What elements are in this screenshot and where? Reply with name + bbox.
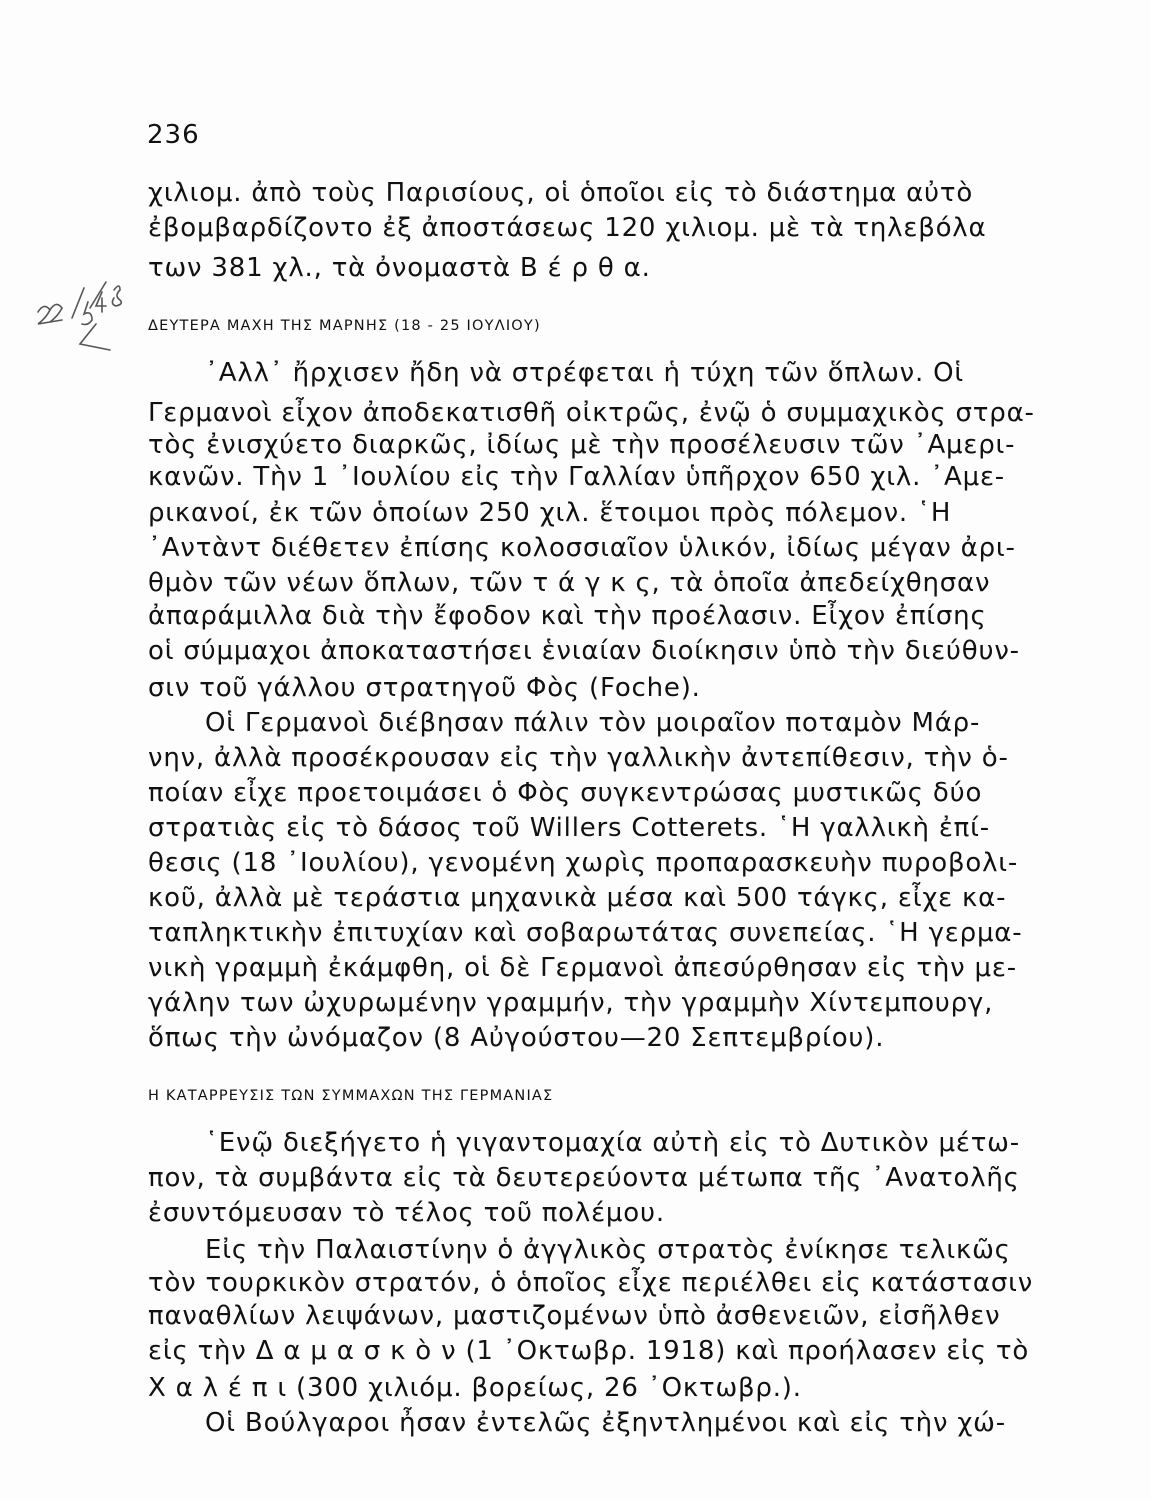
text-line: των 381 χλ., τὰ ὀνομαστὰ Β έ ρ θ α. [148,253,651,283]
text-line: στρατιὰς εἰς τὸ δάσος τοῦ Willers Cotterets. ῾Η γαλλικὴ ἐπί- [148,813,990,843]
text-line: κοῦ, ἀλλὰ μὲ τεράστια μηχανικὰ μέσα καὶ 500 τάγκς, εἶχε κα- [148,883,1007,913]
text-line: τὸς ἐνισχύετο διαρκῶς, ἰδίως μὲ τὴν προσέλευσιν τῶν ᾿Αμερι- [148,430,1016,460]
text-line: Γερμανοὶ εἶχον ἀποδεκατισθῆ οἰκτρῶς, ἐνῷ ὁ συμμαχικὸς στρα- [148,398,1035,428]
text-line: Χ α λ έ π ι (300 χιλιόμ. βορείως, 26 ᾿Οκτωβρ.). [148,1373,802,1403]
text-line: γάλην των ὠχυρωμένην γραμμήν, τὴν γραμμὴν Χίντεμπουργ, [148,988,994,1018]
text-line: ᾿Αλλ᾿ ἤρχισεν ἤδη νὰ στρέφεται ἡ τύχη τῶν ὅπλων. Οἱ [205,358,964,388]
section-heading-collapse: Η ΚΑΤΑΡΡΕΥΣΙΣ ΤΩΝ ΣΥΜΜΑΧΩΝ ΤΗΣ ΓΕΡΜΑΝΙΑΣ [148,1088,554,1104]
text-line: Εἰς τὴν Παλαιστίνην ὁ ἀγγλικὸς στρατὸς ἐνίκησε τελικῶς [205,1235,1011,1265]
text-line: Οἱ Γερμανοὶ διέβησαν πάλιν τὸν μοιραῖον ποταμὸν Μάρ- [205,708,981,738]
text-line: νην, ἀλλὰ προσέκρουσαν εἰς τὴν γαλλικὴν ἀντεπίθεσιν, τὴν ὁ- [148,743,1009,773]
text-line: ἐβομβαρδίζοντο ἐξ ἀποστάσεως 120 χιλιομ. μὲ τὰ τηλεβόλα [148,213,987,243]
page-number: 236 [147,120,200,150]
text-line: ταπληκτικὴν ἐπιτυχίαν καὶ σοβαρωτάτας συνεπείας. ῾Η γερμα- [148,918,1023,948]
text-line: ὅπως τὴν ὠνόμαζον (8 Αὐγούστου—20 Σεπτεμβρίου). [148,1023,885,1053]
text-line: σιν τοῦ γάλλου στρατηγοῦ Φὸς (Foche). [148,673,701,703]
text-line: εἰς τὴν Δ α μ α σ κ ὸ ν (1 ᾿Οκτωβρ. 1918) καὶ προήλασεν εἰς τὸ [148,1336,1030,1366]
section-heading-marne: ΔΕΥΤΕΡΑ ΜΑΧΗ ΤΗΣ ΜΑΡΝΗΣ (18 - 25 ΙΟΥΛΙΟΥ) [148,318,541,334]
text-line: ᾿Αντὰντ διέθετεν ἐπίσης κολοσσιαῖον ὑλικόν, ἰδίως μέγαν ἀρι- [148,533,1016,563]
text-line: οἱ σύμμαχοι ἀποκαταστήσει ἑνιαίαν διοίκησιν ὑπὸ τὴν διεύθυν- [148,636,1020,666]
text-line: τὸν τουρκικὸν στρατόν, ὁ ὁποῖος εἶχε περιέλθει εἰς κατάστασιν [148,1268,1034,1298]
handwritten-date-note [28,272,138,362]
text-line: πον, τὰ συμβάντα εἰς τὰ δευτερεύοντα μέτωπα τῆς ᾿Ανατολῆς [148,1163,1020,1193]
text-line: θεσις (18 ᾿Ιουλίου), γενομένη χωρὶς προπαρασκευὴν πυροβολι- [148,848,1019,878]
text-line: ῾Ενῷ διεξήγετο ἡ γιγαντομαχία αὐτὴ εἰς τὸ Δυτικὸν μέτω- [205,1128,1020,1158]
text-line: ἐσυντόμευσαν τὸ τέλος τοῦ πολέμου. [148,1198,665,1228]
text-line: Οἱ Βούλγαροι ἦσαν ἐντελῶς ἐξηντλημένοι καὶ εἰς τὴν χώ- [205,1408,1006,1438]
text-line: κανῶν. Τὴν 1 ᾿Ιουλίου εἰς τὴν Γαλλίαν ὑπῆρχον 650 χιλ. ᾿Αμε- [148,462,1005,492]
text-line: νικὴ γραμμὴ ἐκάμφθη, οἱ δὲ Γερμανοὶ ἀπεσύρθησαν εἰς τὴν με- [148,953,1017,983]
text-line: ἀπαράμιλλα διὰ τὴν ἔφοδον καὶ τὴν προέλασιν. Εἶχον ἐπίσης [148,601,987,631]
text-line: θμὸν τῶν νέων ὅπλων, τῶν τ ά γ κ ς, τὰ ὁποῖα ἀπεδείχθησαν [148,568,991,598]
text-line: ποίαν εἶχε προετοιμάσει ὁ Φὸς συγκεντρώσας μυστικῶς δύο [148,778,983,808]
text-line: παναθλίων λειψάνων, μαστιζομένων ὑπὸ ἀσθενειῶν, εἰσῆλθεν [148,1301,1001,1331]
text-line: ρικανοί, ἐκ τῶν ὁποίων 250 χιλ. ἕτοιμοι πρὸς πόλεμον. ῾Η [148,498,952,528]
text-line: χιλιομ. ἀπὸ τοὺς Παρισίους, οἱ ὁποῖοι εἰς τὸ διάστημα αὐτὸ [148,178,974,208]
